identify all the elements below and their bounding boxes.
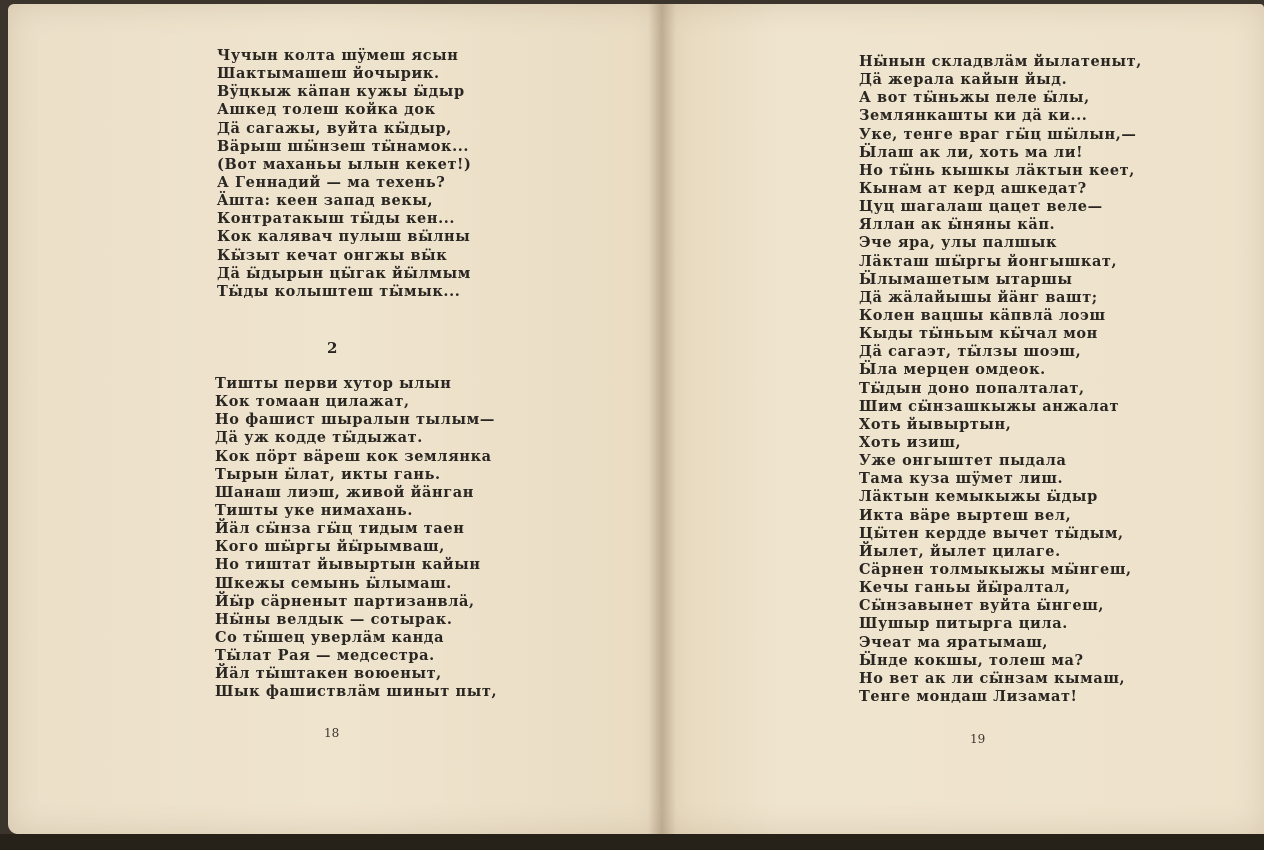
verse-line: Ӹлымашетым ытаршы (859, 270, 1073, 288)
book-gutter (648, 4, 676, 834)
verse-line: Шанаш лиэш, живой йӓнган (215, 483, 474, 501)
verse-line: Йылет, йылет цилаге. (859, 542, 1061, 560)
verse-line: Кок пöрт вäреш кок землянка (215, 447, 492, 465)
verse-line: Дä сагаэт, тӹлзы шоэш, (859, 343, 1082, 361)
left-page-number: 18 (324, 726, 340, 740)
verse-line: Уже онгыштет пыдала (859, 452, 1067, 470)
verse-line: Но фашист шыралын тылым— (215, 411, 495, 429)
verse-line: Йӓл сӹнза гӹц тидым таен (215, 520, 465, 538)
verse-line: А вот тӹньжы пеле ӹлы, (859, 89, 1090, 107)
verse-line: Кок калявач пулыш вӹлны (217, 228, 471, 246)
section-number: 2 (327, 339, 338, 357)
verse-line: Ӹнде кокшы, толеш ма? (859, 651, 1084, 669)
verse-line: Хоть йывыртын, (859, 415, 1012, 433)
verse-line: Яллан ак ӹняны кӓп. (859, 216, 1056, 234)
left-stanza-1 (217, 47, 471, 301)
verse-line: Вäрыш шӹнзеш тӹнамок... (217, 137, 470, 155)
right-page-number: 19 (970, 732, 986, 746)
verse-line: Хоть изиш, (859, 433, 962, 451)
verse-line: Дä сагажы, вуйта кӹдыр, (217, 119, 452, 137)
verse-line: Контратакыш тӹды кен... (217, 210, 456, 228)
verse-line: Äшта: кеен запад векы, (217, 192, 434, 210)
verse-line: Ӹлаш ак ли, хоть ма ли! (859, 143, 1084, 161)
verse-line: Кӹзыт кечат онгжы вӹк (217, 246, 448, 264)
verse-line: Чучын колта шÿмеш ясын (217, 47, 459, 64)
verse-line: Шактымашеш йочырик. (217, 65, 440, 83)
verse-line: Цуц шагалаш цацет веле— (859, 198, 1103, 216)
verse-line: Дä жерала кайын йыд. (859, 71, 1068, 89)
verse-line: Дä уж кодде тӹдыжат. (215, 429, 423, 447)
verse-line: Шык фашиствлäм шиныт пыт, (215, 683, 498, 701)
verse-line: Кого шӹргы йӹрымваш, (215, 538, 445, 556)
verse-line: Лäктын кемыкыжы ӹдыр (859, 488, 1098, 506)
book-bottom-edge (0, 834, 1264, 850)
verse-line: Но тӹнь кышкы лäктын кеет, (859, 161, 1135, 179)
verse-line: Йӓл тӹштакен воюеныт, (215, 665, 442, 683)
right-stanza (859, 53, 1142, 706)
verse-line: Но вет ак ли сӹнзам кымаш, (859, 669, 1126, 687)
verse-line: Кыды тӹньым кӹчал мон (859, 325, 1098, 343)
verse-line: Икта вäре выртеш вел, (859, 506, 1072, 524)
verse-line: (Вот маханьы ылын кекет!) (217, 155, 472, 173)
verse-line: Сäрнен толмыкыжы мӹнгеш, (859, 560, 1132, 578)
verse-line: Тенге мондаш Лизамат! (859, 687, 1078, 705)
verse-line: Эчеат ма яратымаш, (859, 633, 1049, 651)
verse-line: Но тиштат йывыртын кайын (215, 556, 481, 574)
verse-line: Шкежы семынь ӹлымаш. (215, 574, 452, 592)
verse-line: А Геннадий — ма техень? (217, 173, 446, 191)
verse-line: Нӹны велдык — сотырак. (215, 610, 453, 628)
verse-line: Уке, тенге враг гӹц шӹлын,— (859, 125, 1137, 143)
left-stanza-2 (215, 375, 497, 702)
verse-line: Цӹтен кердде вычет тӹдым, (859, 524, 1124, 542)
verse-line: Дä жäлайышы йӓнг вашт; (859, 288, 1098, 306)
verse-line: Тӹды колыштеш тӹмык... (217, 282, 461, 300)
verse-line: Йӹр сäрненыт партизанвлä, (215, 592, 475, 610)
verse-line: Землянкашты ки дä ки... (859, 107, 1088, 125)
verse-line: Тырын ӹлат, икты гань. (215, 465, 441, 483)
verse-line: Ашкед толеш койка док (217, 101, 436, 119)
verse-line: Вÿцкыж кäпан кужы ӹдыр (217, 83, 465, 101)
verse-line: Сӹнзавынет вуйта ӹнгеш, (859, 597, 1105, 615)
verse-line: Эче яра, улы палшык (859, 234, 1058, 252)
verse-line: Тишты перви хутор ылын (215, 375, 452, 392)
verse-line: Кечы ганьы йӹралтал, (859, 579, 1071, 597)
verse-line: Дä ӹдырын цӹгак йӹлмым (217, 264, 471, 282)
verse-line: Тишты уке нимахань. (215, 501, 414, 519)
verse-line: Нӹнын складвлäм йылатеныт, (859, 53, 1142, 70)
verse-line: Шушыр питырга цила. (859, 615, 1068, 633)
verse-line: Колен вацшы кäпвлä лоэш (859, 306, 1106, 324)
verse-line: Тама куза шÿмет лиш. (859, 470, 1064, 488)
verse-line: Кок томаан цилажат, (215, 393, 410, 411)
verse-line: Тӹдын доно попалталат, (859, 379, 1085, 397)
verse-line: Шим сӹнзашкыжы анжалат (859, 397, 1120, 415)
verse-line: Тӹлат Рая — медсестра. (215, 647, 435, 665)
verse-line: Кынам ат керд ашкедат? (859, 179, 1087, 197)
verse-line: Со тӹшец уверлäм канда (215, 628, 445, 646)
verse-line: Лäкташ шӹргы йонгышкат, (859, 252, 1118, 270)
verse-line: Ӹла мерцен омдеок. (859, 361, 1046, 379)
